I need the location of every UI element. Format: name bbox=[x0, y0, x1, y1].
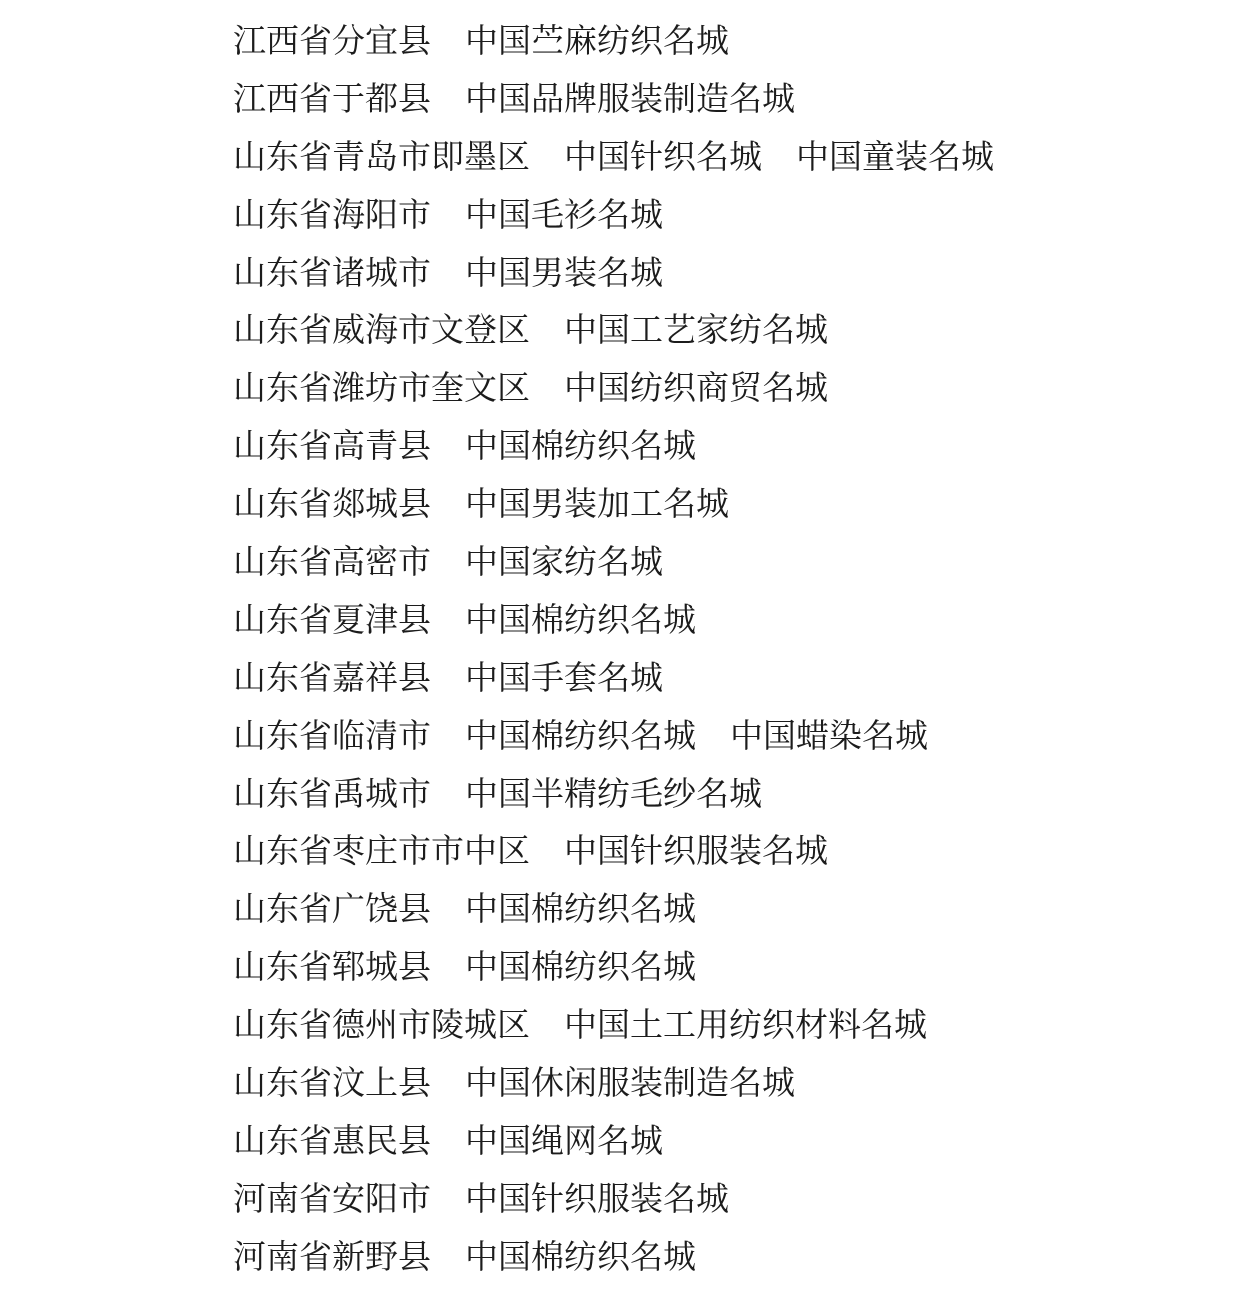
region-name: 山东省惠民县 bbox=[233, 1123, 431, 1160]
city-title: 中国针织服装名城 bbox=[465, 1181, 729, 1218]
list-item bbox=[233, 419, 1240, 477]
list-item bbox=[233, 651, 1240, 709]
list-item bbox=[233, 72, 1240, 130]
region-name: 山东省枣庄市市中区 bbox=[233, 834, 530, 871]
city-title: 中国毛衫名城 bbox=[465, 197, 663, 234]
region-name: 山东省汶上县 bbox=[233, 1066, 431, 1103]
list-item bbox=[233, 246, 1240, 304]
list-item bbox=[233, 303, 1240, 361]
region-name: 山东省诸城市 bbox=[233, 255, 431, 292]
city-title: 中国男装名城 bbox=[465, 255, 663, 292]
city-title: 中国针织名城 bbox=[564, 139, 762, 176]
list-item bbox=[233, 1114, 1240, 1172]
region-name: 山东省广饶县 bbox=[233, 892, 431, 929]
list-item bbox=[233, 361, 1240, 419]
city-title: 中国棉纺织名城 bbox=[465, 892, 696, 929]
city-title: 中国男装加工名城 bbox=[465, 487, 729, 524]
list-item bbox=[233, 940, 1240, 998]
list-item bbox=[233, 535, 1240, 593]
city-title: 中国蜡染名城 bbox=[730, 718, 928, 755]
city-title: 中国纺织商贸名城 bbox=[564, 371, 828, 408]
list-item bbox=[233, 1230, 1240, 1288]
region-name: 江西省于都县 bbox=[233, 81, 431, 118]
region-name: 山东省潍坊市奎文区 bbox=[233, 371, 530, 408]
list-item bbox=[233, 130, 1240, 188]
list-item bbox=[233, 998, 1240, 1056]
region-name: 山东省郓城县 bbox=[233, 950, 431, 987]
city-title: 中国家纺名城 bbox=[465, 545, 663, 582]
region-name: 山东省夏津县 bbox=[233, 602, 431, 639]
region-name: 山东省嘉祥县 bbox=[233, 660, 431, 697]
city-title: 中国棉纺织名城 bbox=[465, 602, 696, 639]
region-name: 江西省分宜县 bbox=[233, 24, 431, 60]
list-item bbox=[233, 767, 1240, 825]
city-title: 中国棉纺织名城 bbox=[465, 718, 696, 755]
city-title: 中国休闲服装制造名城 bbox=[465, 1066, 795, 1103]
region-name: 山东省禹城市 bbox=[233, 776, 431, 813]
region-name: 山东省威海市文登区 bbox=[233, 313, 530, 350]
region-name: 山东省高密市 bbox=[233, 545, 431, 582]
list-item bbox=[233, 14, 1240, 72]
list-item bbox=[233, 593, 1240, 651]
city-title: 中国品牌服装制造名城 bbox=[465, 81, 795, 118]
region-name: 河南省安阳市 bbox=[233, 1181, 431, 1218]
city-title: 中国童装名城 bbox=[796, 139, 994, 176]
city-title: 中国土工用纺织材料名城 bbox=[564, 1008, 927, 1045]
list-item bbox=[233, 824, 1240, 882]
list-item bbox=[233, 882, 1240, 940]
city-title: 中国半精纺毛纱名城 bbox=[465, 776, 762, 813]
city-title: 中国绳网名城 bbox=[465, 1123, 663, 1160]
city-title: 中国针织服装名城 bbox=[564, 834, 828, 871]
region-name: 山东省青岛市即墨区 bbox=[233, 139, 530, 176]
list-item bbox=[233, 709, 1240, 767]
region-name: 山东省临清市 bbox=[233, 718, 431, 755]
region-name: 山东省海阳市 bbox=[233, 197, 431, 234]
region-name: 河南省新野县 bbox=[233, 1239, 431, 1276]
region-name: 山东省高青县 bbox=[233, 429, 431, 466]
city-title: 中国棉纺织名城 bbox=[465, 950, 696, 987]
city-title: 中国苎麻纺织名城 bbox=[465, 24, 729, 60]
list-item bbox=[233, 1172, 1240, 1230]
city-title: 中国棉纺织名城 bbox=[465, 429, 696, 466]
list-item bbox=[233, 188, 1240, 246]
city-title: 中国手套名城 bbox=[465, 660, 663, 697]
city-title: 中国棉纺织名城 bbox=[465, 1239, 696, 1276]
region-name: 山东省郯城县 bbox=[233, 487, 431, 524]
list-item bbox=[233, 477, 1240, 535]
list-item bbox=[233, 1056, 1240, 1114]
region-name: 山东省德州市陵城区 bbox=[233, 1008, 530, 1045]
city-title: 中国工艺家纺名城 bbox=[564, 313, 828, 350]
